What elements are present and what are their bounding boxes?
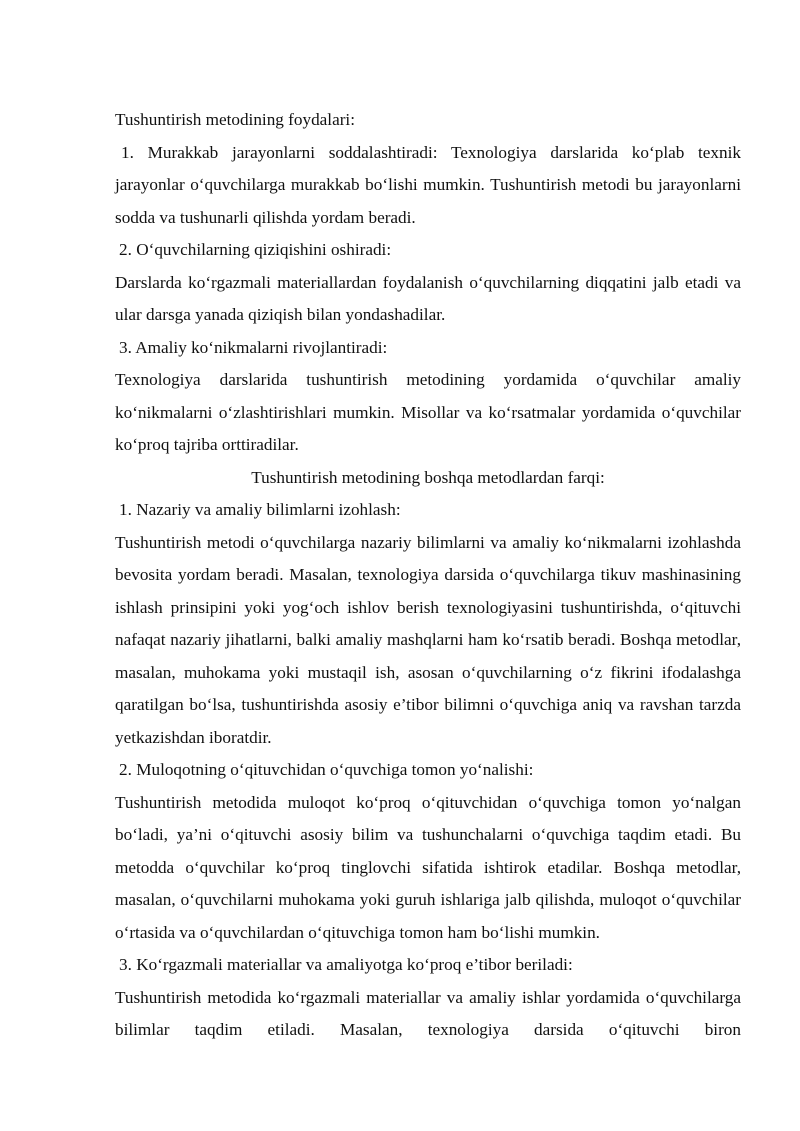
benefit-3-heading: 3. Amaliy ko‘nikmalarni rivojlantiradi: <box>119 337 388 357</box>
difference-1-paragraph: Tushuntirish metodi o‘quvchilarga nazariy bilimlarni va amaliy ko‘nikmalarni izohlashda bevosita yordam beradi. Masalan, texnologiya darsida o‘quvchilarga tikuv mashinasining ishlash prinsipini yoki yog‘och ishlov berish texnologiyasini tushuntirishda, o‘qituvchi nafaqat nazariy jihatlarni, balki amaliy mashqlarni ham ko‘rsatib beradi. Boshqa metodlar, masalan, muhokama yoki mustaqil ish, asosan o‘quvchilarning o‘z fikrini ifodalashga qaratilgan bo‘lsa, tushuntirishda asosiy e’tibor bilimni o‘quvchiga aniq va ravshan tarzda yetkazishdan iboratdir. <box>115 532 741 747</box>
section-heading-benefits: Tushuntirish metodining foydalari: <box>115 110 355 129</box>
document-page <box>115 104 741 1047</box>
difference-3-heading: 3. Ko‘rgazmali materiallar va amaliyotga ko‘proq e’tibor beriladi: <box>119 955 573 974</box>
benefit-2-heading: 2. O‘quvchilarning qiziqishini oshiradi: <box>119 240 392 259</box>
benefit-3-paragraph: Texnologiya darslarida tushuntirish metodining yordamida o‘quvchilar amaliy ko‘nikmalarni o‘zlashtirishlari mumkin. Misollar va ko‘rsatmalar yordamida o‘quvchilar ko‘proq tajriba orttiradilar. <box>115 370 741 454</box>
difference-2-paragraph: Tushuntirish metodida muloqot ko‘proq o‘qituvchidan o‘quvchiga tomon yo‘nalgan bo‘ladi, ya’ni o‘qituvchi asosiy bilim va tushunchalarni o‘quvchiga taqdim etadi. Bu metodda o‘quvchilar ko‘proq tinglovchi sifatida ishtirok etadilar. Boshqa metodlar, masalan, o‘quvchilarni muhokama yoki guruh ishlariga jalb qilishda, muloqot o‘quvchilar o‘rtasida va o‘quvchilardan o‘qituvchiga tomon ham bo‘lishi mumkin. <box>115 792 741 942</box>
difference-3-paragraph: Tushuntirish metodida ko‘rgazmali materiallar va amaliy ishlar yordamida o‘quvchilarga bilimlar taqdim etiladi. Masalan, texnologiya darsida o‘qituvchi biron <box>115 987 741 1039</box>
benefit-1-paragraph: 1. Murakkab jarayonlarni soddalashtiradi: Texnologiya darslarida ko‘plab texnik jarayonlar o‘quvchilarga murakkab bo‘lishi mumkin. Tushuntirish metodi bu jarayonlarni sodda va tushunarli qilishda yordam beradi. <box>115 142 741 227</box>
difference-2-heading: 2. Muloqotning o‘qituvchidan o‘quvchiga tomon yo‘nalishi: <box>119 760 534 779</box>
difference-1-heading: 1. Nazariy va amaliy bilimlarni izohlash: <box>119 500 401 519</box>
section-heading-difference: Tushuntirish metodining boshqa metodlardan farqi: <box>251 467 605 487</box>
benefit-2-paragraph: Darslarda ko‘rgazmali materiallardan foydalanish o‘quvchilarning diqqatini jalb etadi va ular darsga yanada qiziqish bilan yondashadilar. <box>115 272 741 324</box>
